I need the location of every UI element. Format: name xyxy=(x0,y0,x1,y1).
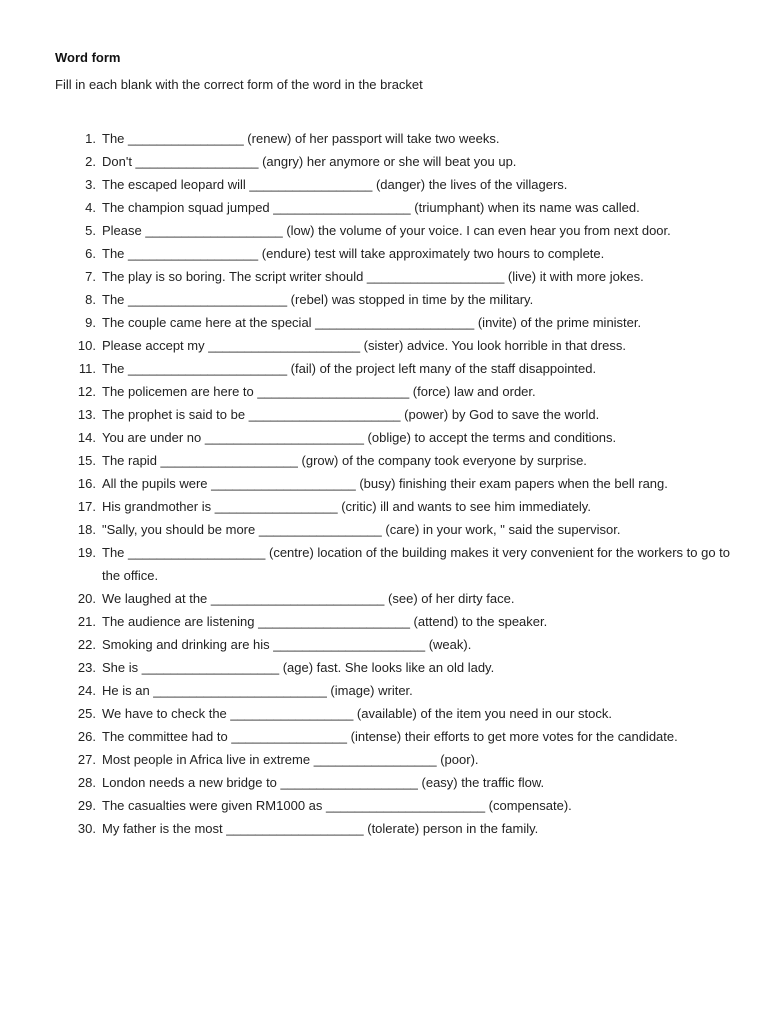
question-item xyxy=(70,426,730,449)
question-item xyxy=(70,702,730,725)
question-item xyxy=(70,771,730,794)
question-text: The rapid ___________________ (grow) of the company took everyone by surprise. xyxy=(102,453,587,468)
question-item xyxy=(70,587,730,610)
question-number: 24. xyxy=(77,683,96,698)
question-item xyxy=(70,334,730,357)
question-number: 19. xyxy=(77,545,96,560)
question-number: 25. xyxy=(77,706,96,721)
question-number: 18. xyxy=(77,522,96,537)
question-text: You are under no ______________________ (oblige) to accept the terms and conditions. xyxy=(102,430,617,445)
question-item xyxy=(70,656,730,679)
question-item xyxy=(70,127,730,150)
question-number: 20. xyxy=(77,591,96,606)
page-title: Word form xyxy=(55,50,121,65)
question-text: The audience are listening _____________________ (attend) to the speaker. xyxy=(102,614,548,629)
question-item xyxy=(70,610,730,633)
question-item xyxy=(70,472,730,495)
question-number: 22. xyxy=(77,637,96,652)
question-text: Don't _________________ (angry) her anymore or she will beat you up. xyxy=(102,154,517,169)
question-number: 2. xyxy=(85,154,96,169)
question-item xyxy=(70,380,730,403)
question-item xyxy=(70,541,730,587)
question-number: 12. xyxy=(77,384,96,399)
question-number: 7. xyxy=(85,269,96,284)
question-list xyxy=(70,127,730,840)
question-item xyxy=(70,725,730,748)
question-item xyxy=(70,748,730,771)
question-text: The couple came here at the special ______________________ (invite) of the prime minister. xyxy=(102,315,642,330)
question-number: 10. xyxy=(77,338,96,353)
question-text: The policemen are here to _____________________ (force) law and order. xyxy=(102,384,536,399)
question-text: His grandmother is _________________ (critic) ill and wants to see him immediately. xyxy=(102,499,591,514)
question-text: We have to check the _________________ (available) of the item you need in our stock. xyxy=(102,706,612,721)
question-item xyxy=(70,173,730,196)
question-number: 13. xyxy=(77,407,96,422)
question-item xyxy=(70,150,730,173)
question-number: 30. xyxy=(77,821,96,836)
question-text: "Sally, you should be more _________________ (care) in your work, " said the supervisor. xyxy=(102,522,621,537)
question-text: My father is the most ___________________ (tolerate) person in the family. xyxy=(102,821,539,836)
question-number: 4. xyxy=(85,200,96,215)
question-text: The __________________ (endure) test will take approximately two hours to complete. xyxy=(102,246,605,261)
question-text: The casualties were given RM1000 as ______________________ (compensate). xyxy=(102,798,572,813)
question-number: 8. xyxy=(85,292,96,307)
question-text: We laughed at the ________________________ (see) of her dirty face. xyxy=(102,591,515,606)
question-item xyxy=(70,196,730,219)
question-text: Please ___________________ (low) the volume of your voice. I can even hear you from next door. xyxy=(102,223,671,238)
question-item xyxy=(70,403,730,426)
question-text: The prophet is said to be _____________________ (power) by God to save the world. xyxy=(102,407,600,422)
question-number: 26. xyxy=(77,729,96,744)
question-item xyxy=(70,495,730,518)
question-item xyxy=(70,679,730,702)
question-item xyxy=(70,242,730,265)
question-text: She is ___________________ (age) fast. She looks like an old lady. xyxy=(102,660,495,675)
question-text: The ___________________ (centre) location of the building makes it very convenient for the workers to go to the office. xyxy=(102,545,731,583)
question-text: The ______________________ (fail) of the project left many of the staff disappointed. xyxy=(102,361,597,376)
question-text: Smoking and drinking are his _____________________ (weak). xyxy=(102,637,472,652)
question-number: 17. xyxy=(77,499,96,514)
question-text: The ________________ (renew) of her passport will take two weeks. xyxy=(102,131,500,146)
question-text: Most people in Africa live in extreme _________________ (poor). xyxy=(102,752,479,767)
question-text: He is an ________________________ (image) writer. xyxy=(102,683,413,698)
question-text: All the pupils were ____________________ (busy) finishing their exam papers when the bell rang. xyxy=(102,476,668,491)
question-number: 9. xyxy=(85,315,96,330)
question-number: 28. xyxy=(77,775,96,790)
question-number: 16. xyxy=(77,476,96,491)
question-number: 21. xyxy=(77,614,96,629)
question-number: 6. xyxy=(85,246,96,261)
question-item xyxy=(70,518,730,541)
question-item xyxy=(70,219,730,242)
question-item xyxy=(70,311,730,334)
question-item xyxy=(70,265,730,288)
question-text: London needs a new bridge to ___________________ (easy) the traffic flow. xyxy=(102,775,545,790)
question-item xyxy=(70,794,730,817)
question-number: 11. xyxy=(78,361,96,376)
question-item xyxy=(70,449,730,472)
question-number: 3. xyxy=(85,177,96,192)
instruction-text: Fill in each blank with the correct form of the word in the bracket xyxy=(55,77,423,92)
question-text: The escaped leopard will _________________ (danger) the lives of the villagers. xyxy=(102,177,568,192)
question-number: 14. xyxy=(77,430,96,445)
question-item xyxy=(70,288,730,311)
question-text: The ______________________ (rebel) was stopped in time by the military. xyxy=(102,292,534,307)
question-number: 5. xyxy=(85,223,96,238)
question-text: The champion squad jumped ___________________ (triumphant) when its name was called. xyxy=(102,200,640,215)
question-number: 23. xyxy=(77,660,96,675)
question-text: The committee had to ________________ (intense) their efforts to get more votes for the candidate. xyxy=(102,729,678,744)
question-item xyxy=(70,817,730,840)
question-item xyxy=(70,357,730,380)
question-text: The play is so boring. The script writer should ___________________ (live) it with more jokes. xyxy=(102,269,644,284)
question-number: 29. xyxy=(77,798,96,813)
question-number: 1. xyxy=(85,131,96,146)
question-item xyxy=(70,633,730,656)
question-number: 15. xyxy=(77,453,96,468)
question-number: 27. xyxy=(77,752,96,767)
question-text: Please accept my _____________________ (sister) advice. You look horrible in that dress. xyxy=(102,338,626,353)
